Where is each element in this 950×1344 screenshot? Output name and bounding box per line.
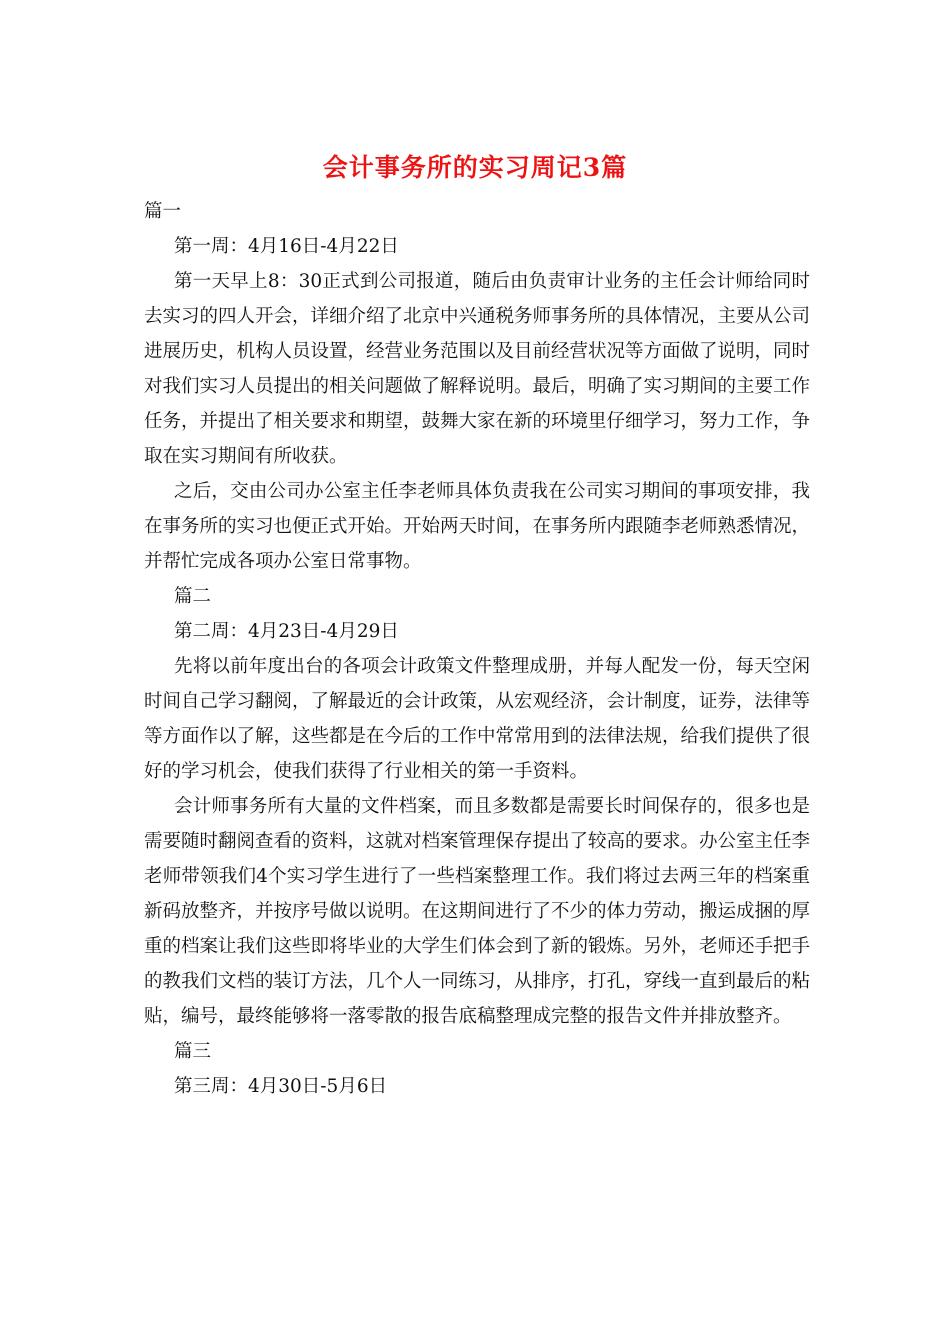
section-heading-3: 篇三 [174, 1041, 212, 1062]
body-paragraph: 第一天早上8：30正式到公司报道，随后由负责审计业务的主任会计师给同时去实习的四人开会，详细介绍了北京中兴通税务师事务所的具体情况，主要从公司进展历史，机构人员设置，经营业务范围以及目前经营状况等方面做了说明，同时对我们实习人员提出的相关问题做了解释说明。最后，明确了实习期间的主要工作任务，并提出了相关要求和期望，鼓舞大家在新的环境里仔细学习，努力工作，争取在实习期间有所收获。 [144, 271, 811, 467]
section-heading-2: 篇二 [174, 586, 212, 607]
body-paragraph: 先将以前年度出台的各项会计政策文件整理成册，并每人配发一份，每天空闲时间自己学习翻阅，了解最近的会计政策，从宏观经济，会计制度，证券，法律等等方面作以了解，这些都是在今后的工作中常常用到的法律法规，给我们提供了很好的学习机会，使我们获得了行业相关的第一手资料。 [144, 656, 811, 782]
body-paragraph: 会计师事务所有大量的文件档案，而且多数都是需要长时间保存的，很多也是需要随时翻阅查看的资料，这就对档案管理保存提出了较高的要求。办公室主任李老师带领我们4个实习学生进行了一些档案整理工作。我们将过去两三年的档案重新码放整齐，并按序号做以说明。在这期间进行了不少的体力劳动，搬运成捆的厚重的档案让我们这些即将毕业的大学生们体会到了新的锻炼。另外，老师还手把手的教我们文档的装订方法，几个人一同练习，从排序，打孔，穿线一直到最后的粘贴，编号，最终能够将一落零散的报告底稿整理成完整的报告文件并排放整齐。 [144, 796, 811, 1027]
document-title: 会计事务所的实习周记3篇 [322, 153, 628, 182]
section-heading-1: 篇一 [144, 201, 182, 222]
document-body [144, 194, 810, 1104]
week-heading-2: 第二周：4月23日-4月29日 [174, 621, 399, 642]
week-heading-1: 第一周：4月16日-4月22日 [174, 236, 399, 257]
body-paragraph: 之后，交由公司办公室主任李老师具体负责我在公司实习期间的事项安排，我在事务所的实习也便正式开始。开始两天时间，在事务所内跟随李老师熟悉情况，并帮忙完成各项办公室日常事物。 [144, 481, 811, 572]
week-heading-3: 第三周：4月30日-5月6日 [174, 1076, 388, 1097]
